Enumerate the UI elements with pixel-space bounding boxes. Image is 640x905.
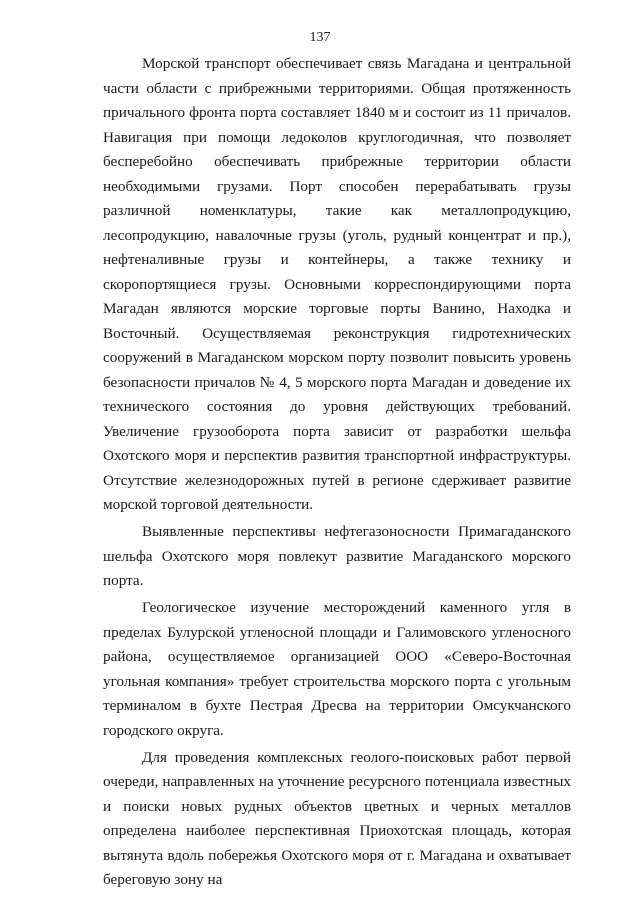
paragraph-oil-gas-prospects: Выявленные перспективы нефтегазоносности Примагаданского шельфа Охотского моря повлекут развитие Магаданского морского порта. — [103, 523, 571, 589]
paragraph-coal-exploration: Геологическое изучение месторождений каменного угля в пределах Булурской угленосной площади и Галимовского угленосного района, осуществляемое организацией ООО «Северо-Восточная угольная компания» требует строительства морского порта с угольным терминалом в бухте Пестрая Дресва на территории Омсукчанского городского округа. — [103, 599, 571, 739]
paragraph-geological-works: Для проведения комплексных геолого-поисковых работ первой очереди, направленных на уточнение ресурсного потенциала известных и поиски новых рудных объектов цветных и черных металлов определена наиболее перспективная Приохотская площадь, которая вытянута вдоль побережья Охотского моря от г. Магадана и охватывает береговую зону на — [103, 748, 571, 888]
document-body — [103, 52, 571, 893]
page-number: 137 — [309, 30, 331, 45]
paragraph-sea-transport: Морской транспорт обеспечивает связь Магадана и центральной части области с прибрежными территориями. Общая протяженность причального фронта порта составляет 1840 м и состоит из 11 причалов. Навигация при помощи ледоколов круглогодичная, что позволяет бесперебойно обеспечивать прибрежные территории области необходимыми грузами. Порт способен перерабатывать грузы различной номенклатуры, такие как металлопродукцию, лесопродукцию, навалочные грузы (уголь, рудный концентрат и пр.), нефтеналивные грузы и контейнеры, а также технику и скоропортящиеся грузы. Основными корреспондирующими порта Магадан являются морские торговые порты Ванино, Находка и Восточный. Осуществляемая реконструкция гидротехнических сооружений в Магаданском морском порту позволит повысить уровень безопасности причалов № 4, 5 морского порта Магадан и доведение их технического состояния до уровня действующих требований. Увеличение грузооборота порта зависит от разработки шельфа Охотского моря и перспектив развития транспортной инфраструктуры. Отсутствие железнодорожных путей в регионе сдерживает развитие морской торговой деятельности. — [103, 55, 571, 513]
